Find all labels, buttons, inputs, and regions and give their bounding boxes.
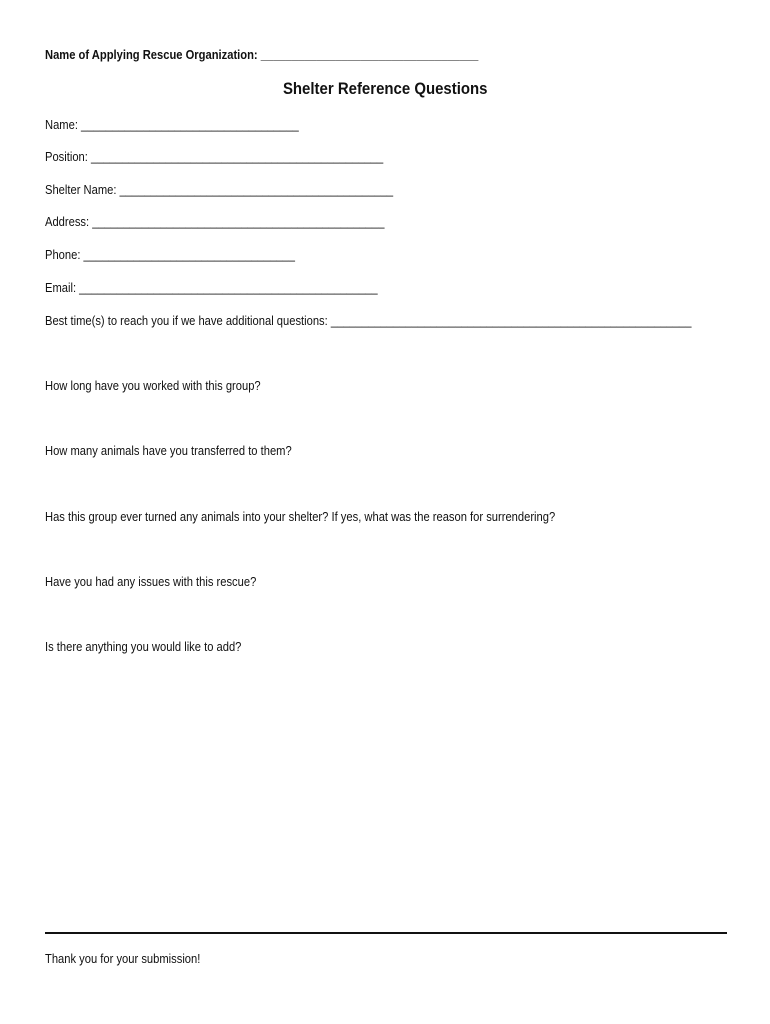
phone-field: Phone: __________________________________ bbox=[45, 247, 295, 262]
thank-you-note: Thank you for your submission! bbox=[45, 951, 201, 966]
question-animals-surrendered: Has this group ever turned any animals into your shelter? If yes, what was the reason for surrendering? bbox=[45, 509, 556, 524]
org-name-line: Name of Applying Rescue Organization: ___________________________________ bbox=[45, 47, 479, 62]
question-anything-to-add: Is there anything you would like to add? bbox=[45, 639, 242, 654]
position-field: Position: _______________________________________________ bbox=[45, 149, 384, 164]
form-title-text: Shelter Reference Questions bbox=[282, 79, 488, 98]
name-field: Name: ___________________________________ bbox=[45, 117, 299, 132]
question-animals-transferred: How many animals have you transferred to them? bbox=[45, 443, 292, 458]
shelter-name-field: Shelter Name: ____________________________________________ bbox=[45, 182, 394, 197]
question-worked-with-group: How long have you worked with this group? bbox=[45, 378, 261, 393]
best-time-field: Best time(s) to reach you if we have additional questions: __________________________________________________________ bbox=[45, 313, 692, 328]
email-field: Email: ________________________________________________ bbox=[45, 280, 378, 295]
question-issues-with-rescue: Have you had any issues with this rescue? bbox=[45, 574, 257, 589]
footer-divider bbox=[45, 932, 727, 934]
address-field: Address: _______________________________________________ bbox=[45, 214, 385, 229]
form-title bbox=[0, 79, 770, 99]
